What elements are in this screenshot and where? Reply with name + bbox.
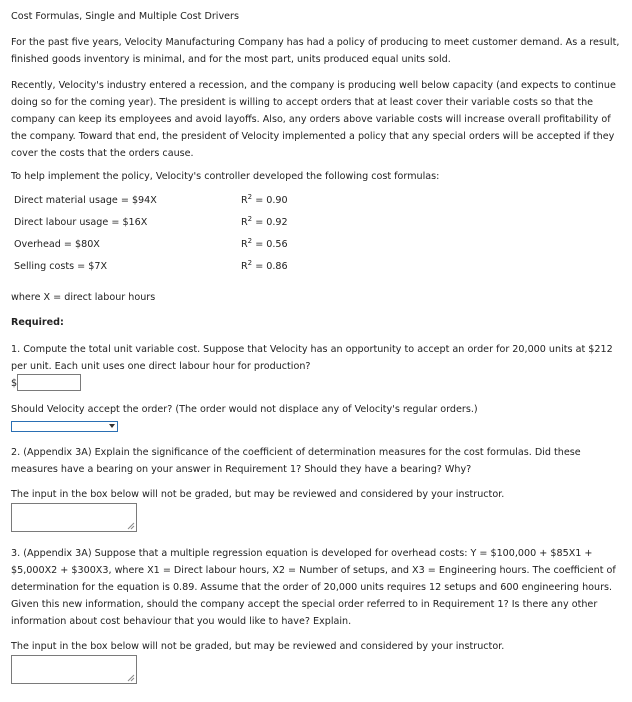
page-title: Cost Formulas, Single and Multiple Cost Drivers xyxy=(11,11,239,22)
formula-text: Direct material usage = $94X xyxy=(14,195,157,206)
unit-cost-input[interactable] xyxy=(17,374,81,391)
question-3: 3. (Appendix 3A) Suppose that a multiple regression equation is developed for overhead costs: Y = $100,000 + $85X1 + $5,000X2 + $300X3, where X1 = Direct labour hours, X2 = Number of setups, and X3 = Engineering hours. The coefficient of determination for the equation is 0.89. Assume that the order of 20,000 units requires 12 setups and 600 engineering hours. Given this new information, should the company accept the special order referred to in Requirement 1? Is there any other information about cost behaviour that you would like to have? Explain. xyxy=(11,548,616,627)
controller-paragraph: To help implement the policy, Velocity's controller developed the following cost formulas: xyxy=(11,171,440,182)
resize-grip-icon[interactable] xyxy=(127,522,135,530)
r-squared: $R^2 = 0.92$ xyxy=(241,215,288,228)
accept-order-select[interactable] xyxy=(11,421,118,432)
formula-row xyxy=(14,214,304,231)
formula-text: Direct labour usage = $16X xyxy=(14,217,148,228)
not-graded-note-1: The input in the box below will not be graded, but may be reviewed and considered by your instructor. xyxy=(11,489,505,500)
r-squared: $R^2 = 0.90$ xyxy=(241,193,288,206)
resize-grip-icon[interactable] xyxy=(127,674,135,682)
formula-row xyxy=(14,192,304,209)
formula-text: Selling costs = $7X xyxy=(14,261,108,272)
recession-paragraph: Recently, Velocity's industry entered a recession, and the company is producing well below capacity (and expects to continue doing so for the coming year). The president is willing to accept orders that at least cover their variable costs so that the company can keep its employees and avoid layoffs. Also, any orders above variable costs will increase overall profitability of the company. Toward that end, the president of Velocity implemented a policy that any special orders will be accepted if they cover the costs that the orders cause. xyxy=(11,80,616,159)
required-heading: Required: xyxy=(11,317,64,328)
r-squared: $R^2 = 0.86$ xyxy=(241,259,288,272)
answer-textarea-3[interactable] xyxy=(11,655,137,684)
question-1: 1. Compute the total unit variable cost. Suppose that Velocity has an opportunity to accept an order for 20,000 units at $212 per unit. Each unit uses one direct labour hour for production? xyxy=(11,344,613,372)
dollar-prefix: $ xyxy=(11,378,18,389)
answer-textarea-2[interactable] xyxy=(11,503,137,532)
formula-text: Overhead = $80X xyxy=(14,239,100,250)
r-squared: $R^2 = 0.56$ xyxy=(241,237,288,250)
not-graded-note-2: The input in the box below will not be graded, but may be reviewed and considered by your instructor. xyxy=(11,641,505,652)
formula-row xyxy=(14,258,304,275)
intro-paragraph: For the past five years, Velocity Manufacturing Company has had a policy of producing to meet customer demand. As a result, finished goods inventory is minimal, and for the most part, units produced equal units sold. xyxy=(11,37,620,65)
formula-row xyxy=(14,236,304,253)
question-2: 2. (Appendix 3A) Explain the significance of the coefficient of determination measures for the cost formulas. Did these measures have a bearing on your answer in Requirement 1? Should they have a bearing? Why? xyxy=(11,447,581,475)
where-note: where X = direct labour hours xyxy=(11,292,156,303)
accept-question: Should Velocity accept the order? (The order would not displace any of Velocity's regular orders.) xyxy=(11,404,478,415)
chevron-down-icon xyxy=(109,424,115,428)
